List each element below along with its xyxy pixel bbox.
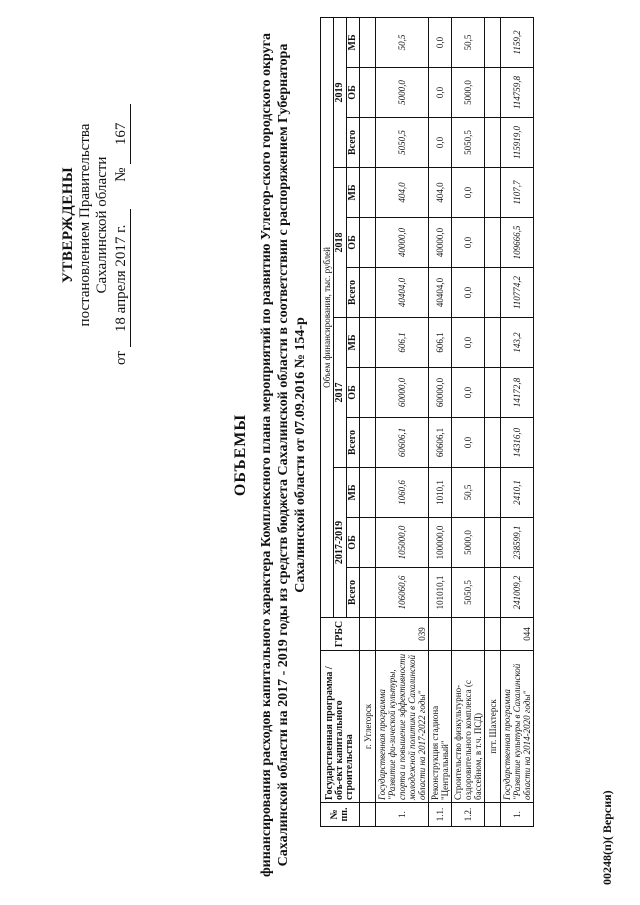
funding-table-body	[360, 17, 534, 826]
empty-cell	[360, 168, 376, 218]
value-cell: 105000,0	[376, 518, 429, 568]
row-num: 1.1.	[429, 803, 452, 827]
value-cell: 0,0	[429, 118, 452, 168]
row-grbs	[429, 618, 452, 651]
empty-cell	[360, 468, 376, 518]
header-period: 2017	[334, 318, 347, 468]
value-cell: 0,0	[452, 168, 485, 218]
header-col: Всего	[347, 418, 360, 468]
approval-date: 18 апреля 2017 г.	[113, 209, 131, 347]
value-cell: 1107,7	[501, 168, 534, 218]
approval-heading: УТВЕРЖДЕНЫ	[60, 166, 76, 284]
value-cell: 40000,0	[429, 218, 452, 268]
row-name: Государственная программа "Развитие фи-зической культуры, спорта и повышение эффективности молодежной политики в Сахалинской области на 2017-2022 годы"	[376, 651, 429, 803]
empty-cell	[485, 318, 501, 368]
document-footer: 00248(п)( Версия)	[600, 790, 614, 885]
row-num	[360, 803, 376, 827]
empty-cell	[485, 568, 501, 618]
empty-cell	[360, 68, 376, 118]
value-cell: 1159,2	[501, 17, 534, 67]
empty-cell	[360, 618, 376, 651]
value-cell: 40404,0	[376, 268, 429, 318]
empty-cell	[485, 468, 501, 518]
row-grbs: 039	[376, 618, 429, 651]
value-cell: 5050,5	[376, 118, 429, 168]
header-grbs: ГРБС	[321, 618, 360, 651]
table-row	[376, 17, 429, 826]
header-col: Всего	[347, 268, 360, 318]
empty-cell	[485, 218, 501, 268]
empty-cell	[360, 318, 376, 368]
value-cell: 404,0	[376, 168, 429, 218]
value-cell: 0,0	[452, 368, 485, 418]
document-subtitle: финансирования расходов капитального характера Комплексного плана мероприятий по развитию Углегор-ского городского округа Сахалинской области на 2017 - 2019 годы из средств бюджета Сахалинской области в соответствии с распоряжением Губернатора Сахалинской области от 07.09.2016 № 154-р	[259, 32, 308, 878]
approval-line-2: Сахалинской области	[94, 156, 110, 294]
empty-cell	[485, 518, 501, 568]
empty-cell	[485, 118, 501, 168]
header-volume: Объем финансирования, тыс. рублей	[321, 17, 334, 617]
value-cell: 0,0	[429, 68, 452, 118]
table-row	[452, 17, 485, 826]
value-cell: 109666,5	[501, 218, 534, 268]
value-cell: 50,5	[376, 17, 429, 67]
empty-cell	[485, 268, 501, 318]
number-label: №	[113, 167, 129, 182]
approval-line-1: постановлением Правительства	[77, 123, 93, 327]
funding-table	[320, 17, 534, 827]
value-cell: 5050,5	[452, 118, 485, 168]
header-program: Государственная программа / объ-ект капитального строительства	[321, 651, 360, 803]
value-cell: 238599,1	[501, 518, 534, 568]
value-cell: 100000,0	[429, 518, 452, 568]
value-cell: 0,0	[452, 268, 485, 318]
empty-cell	[360, 518, 376, 568]
section-place: пгт. Шахтерск	[485, 651, 501, 803]
header-col: МБ	[347, 468, 360, 518]
header-col: ОБ	[347, 368, 360, 418]
value-cell: 404,0	[429, 168, 452, 218]
header-col: МБ	[347, 318, 360, 368]
row-num: 1.2.	[452, 803, 485, 827]
value-cell: 2410,1	[501, 468, 534, 518]
value-cell: 14172,8	[501, 368, 534, 418]
header-period: 2017-2019	[334, 468, 347, 618]
approval-date-line	[113, 85, 131, 365]
header-col: ОБ	[347, 68, 360, 118]
value-cell: 50,5	[452, 468, 485, 518]
empty-cell	[485, 68, 501, 118]
document-title-block	[232, 25, 309, 885]
value-cell: 40000,0	[376, 218, 429, 268]
value-cell: 50,5	[452, 17, 485, 67]
value-cell: 0,0	[452, 218, 485, 268]
value-cell: 5000,0	[376, 68, 429, 118]
row-name: Строительство физкультурно-оздоровительного комплекса (с бассейном, в т.ч. ПСД)	[452, 651, 485, 803]
value-cell: 60000,0	[429, 368, 452, 418]
header-col: МБ	[347, 168, 360, 218]
header-period: 2018	[334, 168, 347, 318]
empty-cell	[360, 118, 376, 168]
value-cell: 110774,2	[501, 268, 534, 318]
document-title: ОБЪЕМЫ	[232, 413, 249, 497]
empty-cell	[485, 168, 501, 218]
row-num: 1.	[376, 803, 429, 827]
value-cell: 60606,1	[429, 418, 452, 468]
empty-cell	[485, 368, 501, 418]
table-row	[501, 17, 534, 826]
value-cell: 115919,0	[501, 118, 534, 168]
value-cell: 1060,6	[376, 468, 429, 518]
row-num	[485, 803, 501, 827]
value-cell: 143,2	[501, 318, 534, 368]
value-cell: 40404,0	[429, 268, 452, 318]
row-grbs: 044	[501, 618, 534, 651]
empty-cell	[485, 618, 501, 651]
value-cell: 606,1	[429, 318, 452, 368]
empty-cell	[360, 17, 376, 67]
value-cell: 0,0	[452, 418, 485, 468]
empty-cell	[360, 418, 376, 468]
section-row	[485, 17, 501, 826]
value-cell: 0,0	[452, 318, 485, 368]
header-num: № пп.	[321, 803, 360, 827]
value-cell: 5000,0	[452, 68, 485, 118]
value-cell: 0,0	[429, 17, 452, 67]
value-cell: 241009,2	[501, 568, 534, 618]
table-row	[429, 17, 452, 826]
empty-cell	[485, 17, 501, 67]
value-cell: 606,1	[376, 318, 429, 368]
value-cell: 1010,1	[429, 468, 452, 518]
value-cell: 106060,6	[376, 568, 429, 618]
from-label: от	[113, 351, 129, 365]
header-col: МБ	[347, 17, 360, 67]
empty-cell	[360, 568, 376, 618]
section-row	[360, 17, 376, 826]
row-name: Реконструкция стадиона "Центральный"	[429, 651, 452, 803]
value-cell: 5000,0	[452, 518, 485, 568]
empty-cell	[360, 268, 376, 318]
value-cell: 60000,0	[376, 368, 429, 418]
row-grbs	[452, 618, 485, 651]
row-name: Государственная программа "Развитие культуры в Сахалинской области на 2014-2020 годы"	[501, 651, 534, 803]
header-col: Всего	[347, 568, 360, 618]
header-col: ОБ	[347, 518, 360, 568]
value-cell: 60606,1	[376, 418, 429, 468]
approval-block	[60, 85, 131, 365]
section-place: г. Углегорск	[360, 651, 376, 803]
empty-cell	[360, 368, 376, 418]
value-cell: 5050,5	[452, 568, 485, 618]
header-col: ОБ	[347, 218, 360, 268]
value-cell: 14316,0	[501, 418, 534, 468]
value-cell: 114759,8	[501, 68, 534, 118]
approval-number: 167	[113, 104, 131, 164]
empty-cell	[485, 418, 501, 468]
empty-cell	[360, 218, 376, 268]
row-num: 1.	[501, 803, 534, 827]
value-cell: 101010,1	[429, 568, 452, 618]
header-col: Всего	[347, 118, 360, 168]
header-period: 2019	[334, 17, 347, 167]
